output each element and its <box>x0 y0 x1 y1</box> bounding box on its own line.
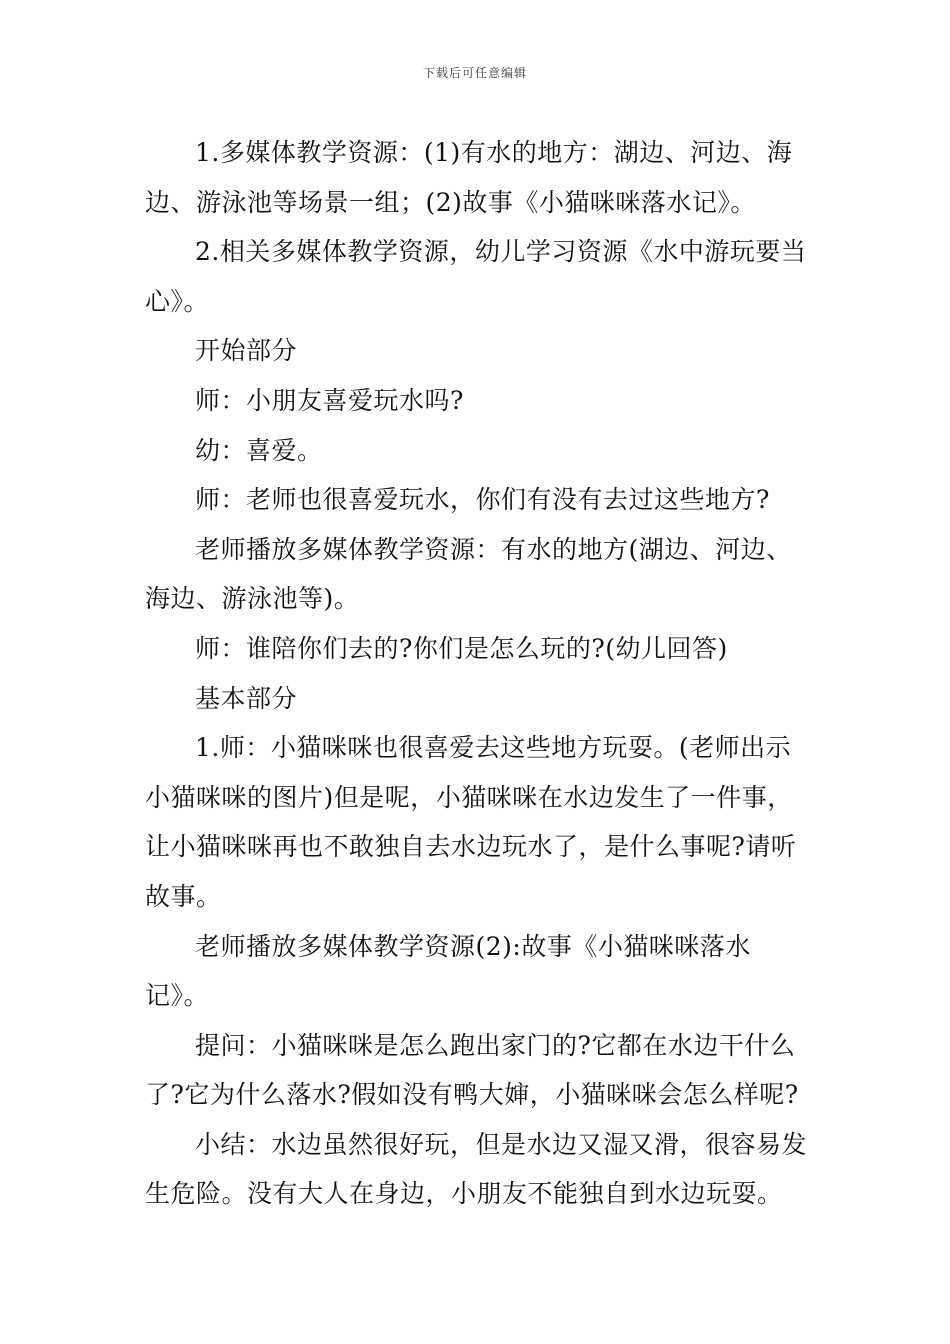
dialogue-line: 师：谁陪你们去的?你们是怎么玩的?(幼儿回答) <box>195 633 728 663</box>
paragraph-materials-1: 1.多媒体教学资源：(1)有水的地方：湖边、河边、海边、游泳池等场景一组；(2)故事《小猫咪咪落水记》。 <box>145 138 793 217</box>
document-body <box>145 128 810 1219</box>
paragraph-teacher-plays-media: 老师播放多媒体教学资源：有水的地方(湖边、河边、海边、游泳池等)。 <box>145 534 792 614</box>
paragraph-teacher-plays-story: 老师播放多媒体教学资源(2):故事《小猫咪咪落水记》。 <box>145 931 751 1011</box>
section-heading-opening: 开始部分 <box>195 336 298 366</box>
dialogue-line: 幼：喜爱。 <box>195 435 323 465</box>
paragraph-questions: 提问：小猫咪咪是怎么跑出家门的?它都在水边干什么了?它为什么落水?假如没有鸭大婶，小猫咪咪会怎么样呢? <box>145 1030 799 1110</box>
page-header-note: 下载后可任意编辑 <box>422 66 527 80</box>
section-heading-basic: 基本部分 <box>195 683 298 713</box>
dialogue-line: 师：小朋友喜爱玩水吗? <box>195 385 464 415</box>
dialogue-line: 师：老师也很喜爱玩水，你们有没有去过这些地方? <box>195 485 770 515</box>
paragraph-materials-2: 2.相关多媒体教学资源，幼儿学习资源《水中游玩要当心》。 <box>145 237 807 316</box>
paragraph-story-intro: 1.师：小猫咪咪也很喜爱去这些地方玩耍。(老师出示小猫咪咪的图片)但是呢，小猫咪咪在水边发生了一件事，让小猫咪咪再也不敢独自去水边玩水了，是什么事呢?请听故事。 <box>145 733 797 911</box>
paragraph-summary: 小结：水边虽然很好玩，但是水边又湿又滑，很容易发生危险。没有大人在身边，小朋友不能独自到水边玩耍。 <box>145 1129 808 1209</box>
